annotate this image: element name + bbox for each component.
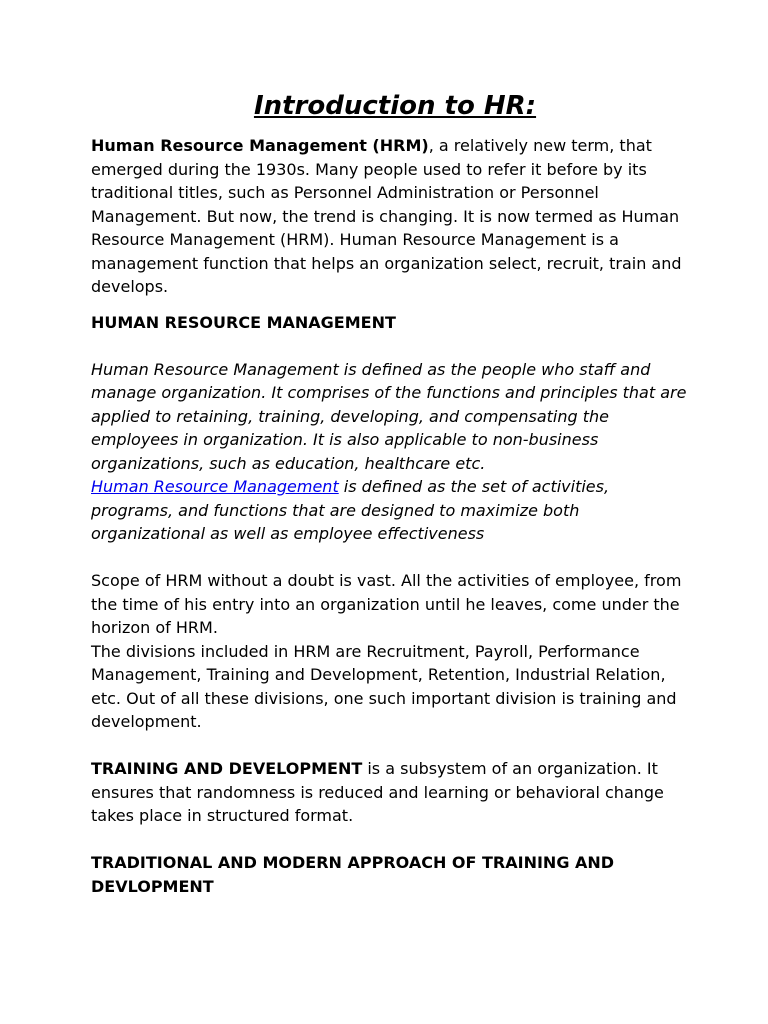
section-heading-approach: TRADITIONAL AND MODERN APPROACH OF TRAINING AND DEVLOPMENT: [91, 853, 615, 896]
training-paragraph: [91, 757, 691, 828]
training-bold-lead: TRAINING AND DEVELOPMENT: [91, 759, 363, 778]
intro-paragraph: [91, 134, 691, 299]
divisions-paragraph: The divisions included in HRM are Recruitment, Payroll, Performance Management, Training and Development, Retention, Industrial Relation, etc. Out of all these divisions, one such important division is training and development.: [91, 641, 677, 731]
definition-paragraph: [91, 358, 691, 546]
document-page: [91, 88, 691, 898]
definition-text-2: is defined as the set of activities, programs, and functions that are designed to maximize both organizational as well as employee effectiveness: [91, 477, 610, 543]
intro-bold-lead: Human Resource Management (HRM): [91, 136, 429, 155]
intro-text: , a relatively new term, that emerged during the 1930s. Many people used to refer it before by its traditional titles, such as Personnel Administration or Personnel Management. But now, the trend is changing. It is now termed as Human Resource Management (HRM). Human Resource Management is a management function that helps an organization select, recruit, train and develops.: [91, 136, 682, 296]
hrm-link[interactable]: Human Resource Management: [91, 477, 339, 496]
definition-text-1: Human Resource Management is defined as the people who staff and manage organization. It comprises of the functions and principles that are applied to retaining, training, developing, and compensating the employees in organization. It is also applicable to non-business organizations, such as education, healthcare etc.: [91, 359, 687, 473]
training-text: is a subsystem of an organization. It ensures that randomness is reduced and learning or behavioral change takes place in structured format.: [91, 759, 664, 825]
section-heading-hrm: HUMAN RESOURCE MANAGEMENT: [91, 312, 396, 332]
page-title: Introduction to HR:: [253, 91, 537, 121]
scope-paragraph: Scope of HRM without a doubt is vast. All the activities of employee, from the time of his entry into an organization until he leaves, come under the horizon of HRM.: [91, 571, 682, 637]
